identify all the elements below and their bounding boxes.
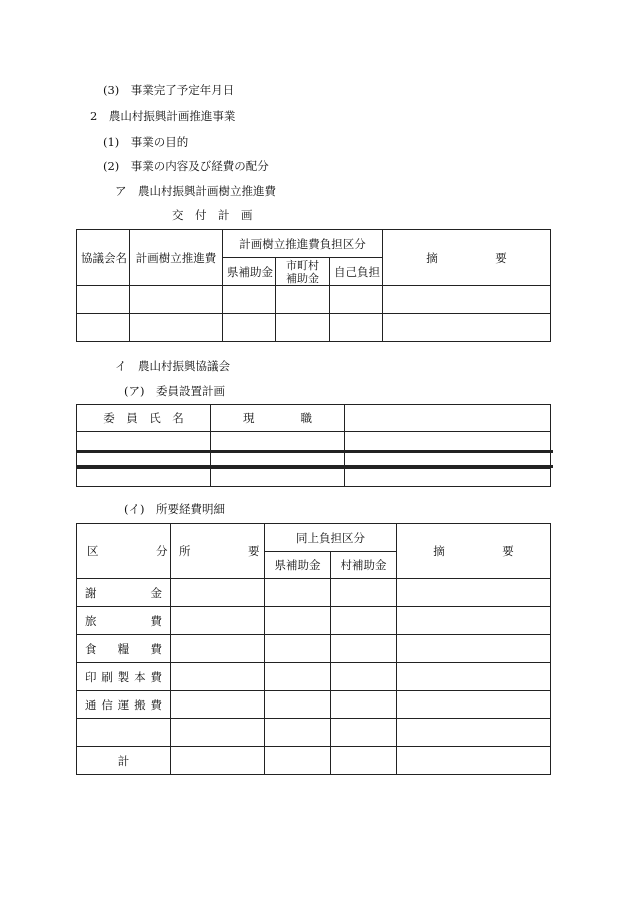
member-plan-table [76,404,551,487]
table-row [77,579,551,607]
header-cost-share: 計画樹立推進費負担区分 [223,230,383,258]
expense-detail-table [76,523,551,775]
section-heading-project: 2 農山村振興計画推進事業 [90,109,236,123]
row-label-travel: 旅費 [77,607,171,635]
section-heading-contents: (2) 事業の内容及び経費の配分 [103,159,269,173]
section-heading-plan-cost: ア 農山村振興計画樹立推進費 [115,184,276,198]
header-occupation: 現 職 [211,405,345,432]
row-label-communication: 通信運搬費 [77,691,171,719]
header-prefecture-subsidy: 県補助金 [223,258,276,286]
row-label-food: 食糧費 [77,635,171,663]
header-member-name: 委 員 氏 名 [77,405,211,432]
row-label-honorarium: 謝金 [77,579,171,607]
table-row [77,691,551,719]
table-row [77,286,551,314]
header-municipal-line2: 補助金 [286,271,319,285]
section-heading-purpose: (1) 事業の目的 [103,135,189,149]
table-break-line-upper [76,450,553,453]
header-category: 区 分 [77,524,171,579]
header-municipal-subsidy [276,258,330,286]
row-label-printing: 印刷製本費 [77,663,171,691]
header-prefecture-subsidy: 県補助金 [265,552,331,579]
table-row [77,719,551,747]
header-council-name: 協議会名 [77,230,130,286]
table-row [77,469,551,487]
section-heading-expense-detail: (イ) 所要経費明細 [124,502,225,516]
header-remarks: 摘 要 [383,230,551,286]
header-village-subsidy: 村補助金 [331,552,397,579]
table-row [77,432,551,451]
grant-plan-table [76,229,551,342]
header-required-amount: 所 要 [171,524,265,579]
table-row [77,635,551,663]
table-break-line-lower [76,465,553,468]
section-heading-completion-date: (3) 事業完了予定年月日 [103,83,235,97]
header-municipal-line1: 市町村 [286,258,319,272]
row-label-total: 計 [77,747,171,775]
table-title-grant-plan: 交 付 計 画 [172,208,253,222]
section-heading-council: イ 農山村振興協議会 [115,359,230,373]
header-cost-share: 同上負担区分 [265,524,397,552]
table-row [77,607,551,635]
table-row-total [77,747,551,775]
row-label-blank [77,719,171,747]
table-row [77,314,551,342]
header-remarks: 摘 要 [397,524,551,579]
header-self-burden: 自己負担 [330,258,383,286]
table-row [77,663,551,691]
section-heading-member-plan: (ア) 委員設置計画 [124,384,225,398]
header-plan-cost: 計画樹立推進費 [130,230,223,286]
